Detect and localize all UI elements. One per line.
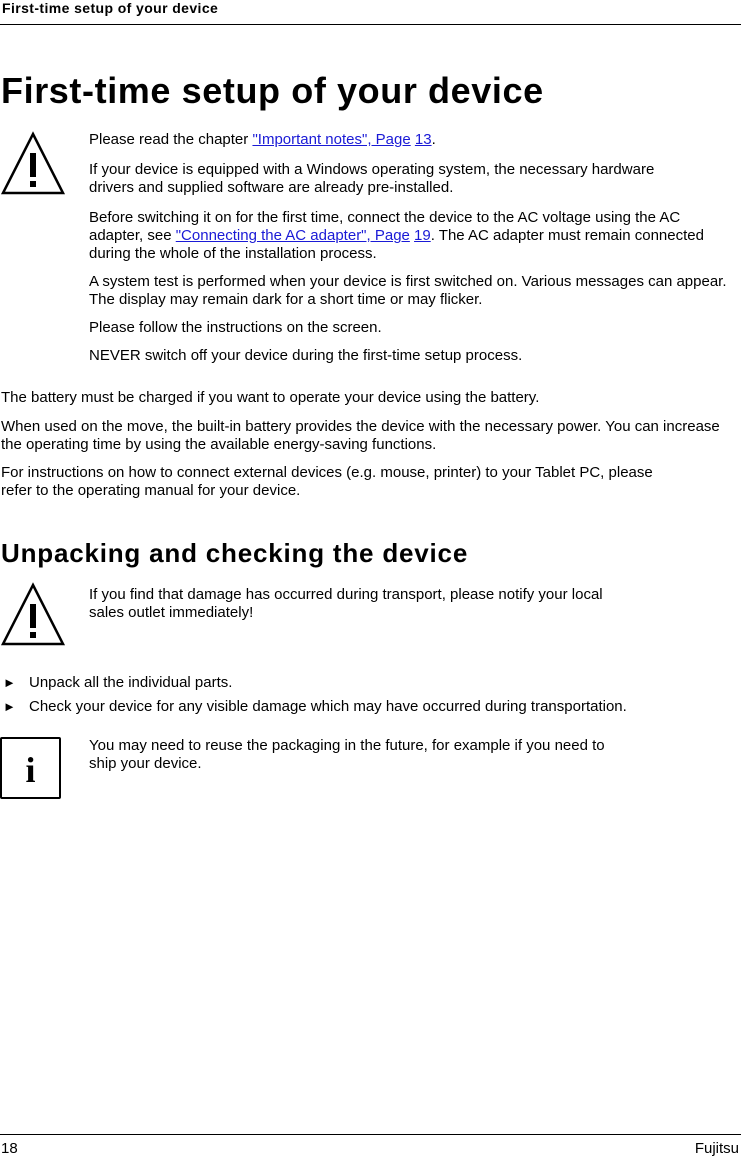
warning-transport-damage: If you find that damage has occurred during transport, please notify your local sales outlet immediately! bbox=[89, 586, 603, 621]
footer-rule bbox=[0, 1134, 741, 1135]
text: Before switching it on for the first time, connect the device to the AC voltage using the AC adapter, see bbox=[89, 209, 681, 244]
warning-system-test: A system test is performed when your device is first switched on. Various messages can appear. The display may remain dark for a short time or may flicker. bbox=[89, 273, 727, 308]
info-letter: i bbox=[25, 750, 36, 790]
warning-preinstalled: If your device is equipped with a Windows operating system, the necessary hardware drivers and supplied software are already pre-installed. bbox=[89, 161, 655, 196]
warning-icon bbox=[0, 582, 66, 648]
warning-never-switch-off: NEVER switch off your device during the first-time setup process. bbox=[89, 347, 523, 364]
footer-brand: Fujitsu bbox=[694, 1140, 739, 1157]
warning-ac-adapter bbox=[89, 209, 719, 263]
section-heading-unpacking: Unpacking and checking the device bbox=[1, 538, 469, 568]
step-check-damage: Check your device for any visible damage which may have occurred during transportation. bbox=[29, 698, 627, 715]
battery-paragraph: The battery must be charged if you want to operate your device using the battery. bbox=[1, 389, 540, 406]
step-unpack: Unpack all the individual parts. bbox=[29, 674, 233, 691]
header-rule bbox=[0, 24, 741, 25]
text: . bbox=[431, 131, 436, 148]
bullet-arrow-icon: ► bbox=[3, 675, 16, 690]
link-page-13[interactable]: 13 bbox=[414, 131, 432, 148]
info-packaging: You may need to reuse the packaging in the future, for example if you need to ship your device. bbox=[89, 737, 605, 772]
running-header: First-time setup of your device bbox=[2, 0, 219, 16]
link-important-notes[interactable]: "Important notes", Page bbox=[252, 131, 411, 148]
warning-important-notes bbox=[89, 131, 436, 149]
bullet-arrow-icon: ► bbox=[3, 699, 16, 714]
text: . The AC adapter must remain connected during the whole of the installation process. bbox=[89, 227, 704, 262]
external-devices-paragraph: For instructions on how to connect external devices (e.g. mouse, printer) to your Tablet PC, please refer to the operating manual for your device. bbox=[1, 464, 653, 499]
info-icon bbox=[0, 737, 61, 799]
text: Please read the chapter bbox=[89, 131, 253, 148]
link-connecting-ac-adapter[interactable]: "Connecting the AC adapter", Page bbox=[175, 227, 410, 244]
warning-follow-instructions: Please follow the instructions on the screen. bbox=[89, 319, 382, 336]
link-page-19[interactable]: 19 bbox=[414, 227, 431, 244]
energy-saving-paragraph: When used on the move, the built-in battery provides the device with the necessary power. You can increase the operating time by using the available energy-saving functions. bbox=[1, 418, 720, 453]
page-number: 18 bbox=[1, 1140, 18, 1157]
page-title: First-time setup of your device bbox=[1, 70, 544, 111]
warning-icon bbox=[0, 131, 66, 197]
